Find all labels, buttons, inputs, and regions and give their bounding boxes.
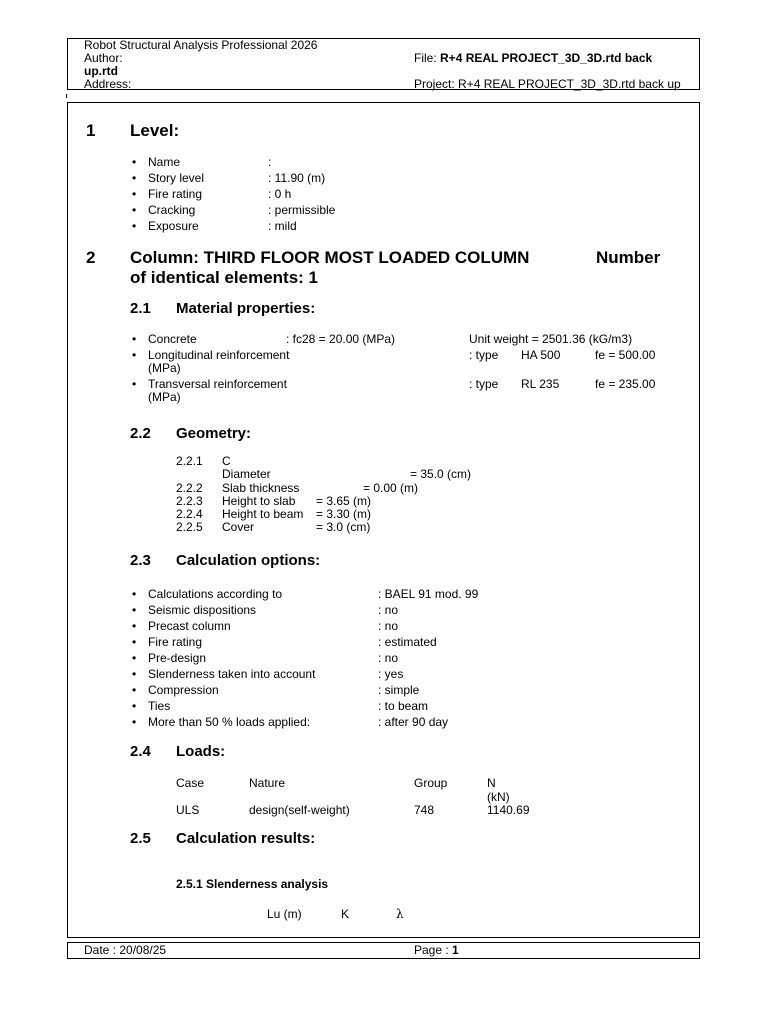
- bullet: •: [132, 667, 137, 681]
- exposure-label: Exposure: [148, 219, 199, 233]
- footer-page: [414, 943, 459, 957]
- bullet: •: [132, 587, 137, 601]
- bullet: •: [132, 171, 137, 185]
- seismic-label: Seismic dispositions: [148, 603, 257, 617]
- cover-label: Cover: [222, 520, 255, 534]
- cracking-label: Cracking: [148, 203, 196, 217]
- section-2-3-number: 2.3: [130, 552, 151, 569]
- calc-fire-rating-value: : estimated: [378, 635, 437, 649]
- precast-value: : no: [378, 619, 399, 633]
- bullet: •: [132, 219, 137, 233]
- section-1-number: 1: [86, 121, 96, 140]
- concrete-unit-weight: Unit weight = 2501.36 (kG/m3): [469, 332, 633, 346]
- bullet: •: [132, 203, 137, 217]
- loads-header-case: Case: [176, 776, 205, 790]
- section-2-4-number: 2.4: [130, 743, 151, 760]
- footer-date: Date : 20/08/25: [84, 943, 167, 957]
- geometry-3-number: 2.2.3: [176, 494, 203, 508]
- loads-row-case: ULS: [176, 803, 200, 817]
- geometry-2-number: 2.2.2: [176, 481, 203, 495]
- geometry-section-shape: C: [222, 454, 231, 468]
- height-slab-label: Height to slab: [222, 494, 296, 508]
- section-2-1-title: Material properties:: [176, 300, 316, 317]
- section-2-5-title: Calculation results:: [176, 830, 316, 847]
- concrete-value: : fc28 = 20.00 (MPa): [286, 332, 396, 346]
- bullet: •: [132, 332, 137, 346]
- trans-reinf-unit: (MPa): [148, 390, 181, 404]
- long-reinf-type: : type: [469, 348, 499, 362]
- calc-fire-rating-label: Fire rating: [148, 635, 203, 649]
- loads-applied-label: More than 50 % loads applied:: [148, 715, 311, 729]
- section-2-3-title: Calculation options:: [176, 552, 321, 569]
- page-number: 1: [452, 943, 459, 957]
- loads-row-group: 748: [414, 803, 435, 817]
- geometry-5-number: 2.2.5: [176, 520, 203, 534]
- file-name-continued: up.rtd: [84, 64, 118, 78]
- page-label: Page :: [414, 943, 453, 957]
- bullet: •: [132, 683, 137, 697]
- height-beam-label: Height to beam: [222, 507, 304, 521]
- slenderness-value: : yes: [378, 667, 404, 681]
- calc-standard-value: : BAEL 91 mod. 99: [378, 587, 479, 601]
- bullet: •: [132, 635, 137, 649]
- section-2-2-title: Geometry:: [176, 425, 252, 442]
- file-name: R+4 REAL PROJECT_3D_3D.rtd back: [440, 51, 653, 65]
- slab-thickness-value: = 0.00 (m): [363, 481, 419, 495]
- cracking-value: : permissible: [268, 203, 336, 217]
- level-name-label: Name: [148, 155, 181, 169]
- diameter-value: = 35.0 (cm): [410, 467, 472, 481]
- loads-header-n-unit: (kN): [487, 790, 510, 804]
- exposure-value: : mild: [268, 219, 297, 233]
- loads-applied-value: : after 90 day: [378, 715, 449, 729]
- section-2-4-title: Loads:: [176, 743, 226, 760]
- section-1-title: Level:: [130, 121, 180, 140]
- cover-value: = 3.0 (cm): [316, 520, 371, 534]
- software-name: Robot Structural Analysis Professional 2026: [84, 38, 318, 52]
- pre-design-label: Pre-design: [148, 651, 207, 665]
- bullet: •: [132, 715, 137, 729]
- bullet: •: [132, 377, 137, 391]
- seismic-value: : no: [378, 603, 399, 617]
- page-marker: [66, 94, 67, 98]
- bullet: •: [132, 348, 137, 362]
- calc-standard-label: Calculations according to: [148, 587, 283, 601]
- slenderness-col-lu: Lu (m): [267, 907, 302, 921]
- level-name-value: :: [268, 155, 272, 169]
- bullet: •: [132, 699, 137, 713]
- loads-row-n: 1140.69: [487, 803, 530, 817]
- fire-rating-label: Fire rating: [148, 187, 203, 201]
- bullet: •: [132, 603, 137, 617]
- long-reinf-grade: HA 500: [521, 348, 561, 362]
- precast-label: Precast column: [148, 619, 231, 633]
- diameter-label: Diameter: [222, 467, 271, 481]
- geometry-1-number: 2.2.1: [176, 454, 203, 468]
- concrete-label: Concrete: [148, 332, 197, 346]
- loads-header-n: N: [487, 776, 496, 790]
- project-name: Project: R+4 REAL PROJECT_3D_3D.rtd back up: [414, 77, 681, 91]
- file-label: File:: [414, 51, 441, 65]
- pre-design-value: : no: [378, 651, 399, 665]
- ties-value: : to beam: [378, 699, 429, 713]
- loads-header-nature: Nature: [249, 776, 286, 790]
- loads-header-group: Group: [414, 776, 448, 790]
- trans-reinf-label: Transversal reinforcement: [148, 377, 287, 391]
- bullet: •: [132, 155, 137, 169]
- long-reinf-unit: (MPa): [148, 361, 181, 375]
- slenderness-col-k: K: [341, 907, 350, 921]
- compression-label: Compression: [148, 683, 219, 697]
- loads-row-nature: design(self-weight): [249, 803, 350, 817]
- story-level-value: : 11.90 (m): [268, 171, 326, 185]
- section-2-title-number: Number: [596, 248, 661, 267]
- section-2-title-cont: of identical elements: 1: [130, 268, 318, 287]
- section-2-5-number: 2.5: [130, 830, 151, 847]
- slenderness-col-lambda: λ: [396, 907, 404, 921]
- geometry-4-number: 2.2.4: [176, 507, 203, 521]
- slenderness-subheading: 2.5.1 Slenderness analysis: [176, 877, 329, 891]
- author-label: Author:: [84, 51, 123, 65]
- section-2-1-number: 2.1: [130, 300, 151, 317]
- section-2-2-number: 2.2: [130, 425, 151, 442]
- file-info: [414, 51, 652, 65]
- long-reinf-label: Longitudinal reinforcement: [148, 348, 290, 362]
- trans-reinf-type: : type: [469, 377, 499, 391]
- slenderness-label: Slenderness taken into account: [148, 667, 316, 681]
- height-slab-value: = 3.65 (m): [316, 494, 372, 508]
- story-level-label: Story level: [148, 171, 205, 185]
- slab-thickness-label: Slab thickness: [222, 481, 300, 495]
- bullet: •: [132, 651, 137, 665]
- fire-rating-value: : 0 h: [268, 187, 292, 201]
- compression-value: : simple: [378, 683, 420, 697]
- bullet: •: [132, 619, 137, 633]
- section-2-title: Column: THIRD FLOOR MOST LOADED COLUMN: [130, 248, 530, 267]
- trans-reinf-grade: RL 235: [521, 377, 560, 391]
- long-reinf-fe: fe = 500.00: [595, 348, 656, 362]
- ties-label: Ties: [148, 699, 171, 713]
- bullet: •: [132, 187, 137, 201]
- trans-reinf-fe: fe = 235.00: [595, 377, 656, 391]
- height-beam-value: = 3.30 (m): [316, 507, 372, 521]
- section-2-number: 2: [86, 248, 96, 267]
- address-label: Address:: [84, 77, 132, 91]
